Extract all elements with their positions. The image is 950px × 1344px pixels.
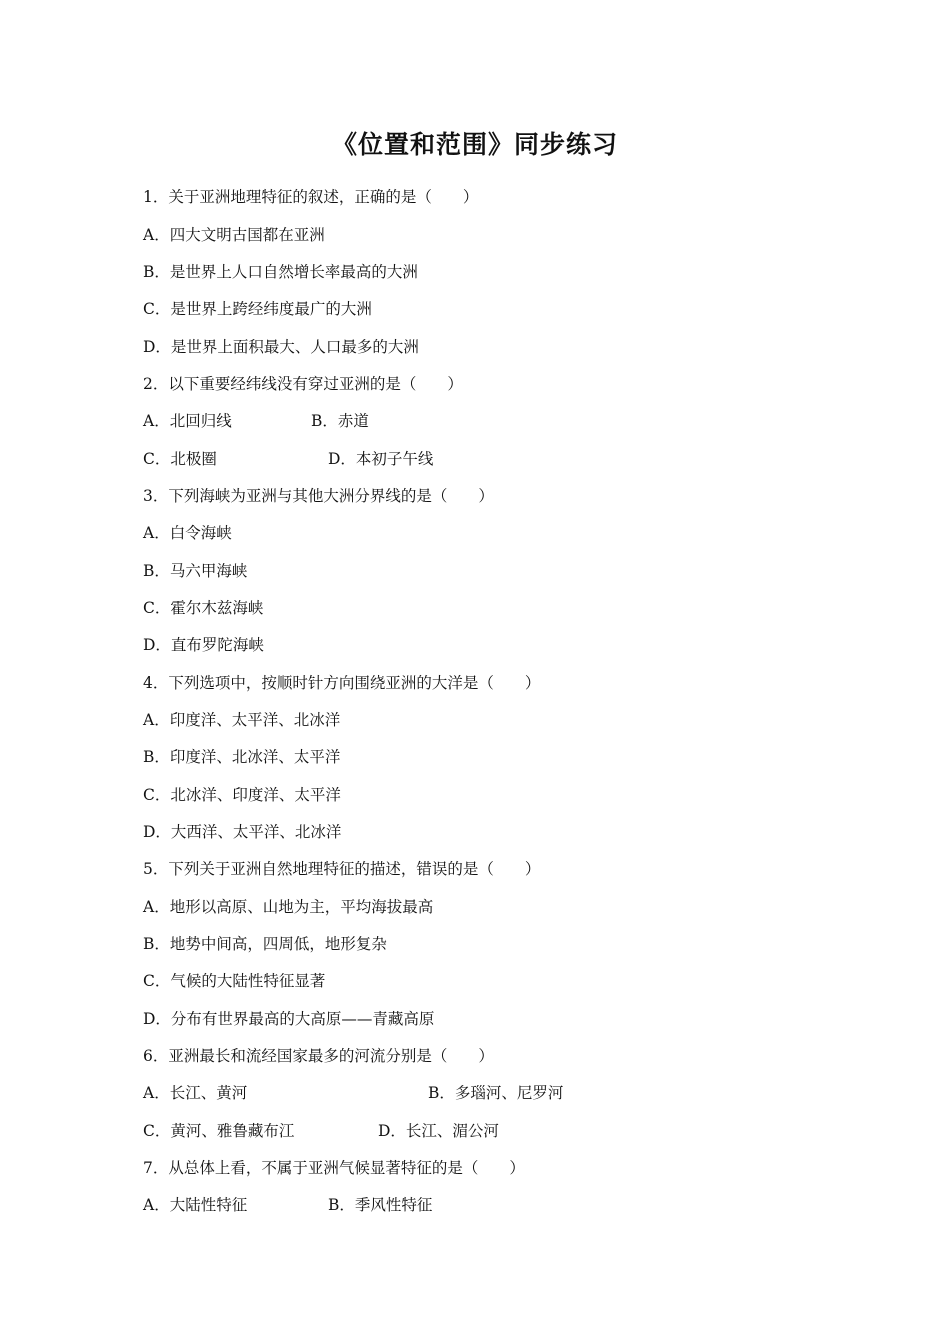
question-1-option-d: D．是世界上面积最大、人口最多的大洲 (143, 338, 419, 356)
question-5-option-c: C．气候的大陆性特征显著 (143, 972, 326, 990)
question-2-option-row-1 (143, 410, 369, 432)
page-title: 《位置和范围》同步练习 (331, 130, 618, 159)
question-2-option-a: A．北回归线 (143, 412, 232, 430)
question-7-stem: 7．从总体上看，不属于亚洲气候显著特征的是（ ） (143, 1159, 525, 1177)
question-1-option-a: A．四大文明古国都在亚洲 (143, 226, 325, 244)
question-3-option-d: D．直布罗陀海峡 (143, 636, 264, 654)
question-3-option-a: A．白令海峡 (143, 524, 232, 542)
question-1-option-b: B．是世界上人口自然增长率最高的大洲 (143, 263, 418, 281)
question-6-option-b: B．多瑙河、尼罗河 (428, 1084, 564, 1102)
question-4-option-b: B．印度洋、北冰洋、太平洋 (143, 748, 341, 766)
question-6-option-a: A．长江、黄河 (143, 1084, 248, 1102)
question-7-option-b: B．季风性特征 (328, 1196, 433, 1214)
question-4-option-a: A．印度洋、太平洋、北冰洋 (143, 711, 341, 729)
question-2-option-b: B．赤道 (311, 412, 369, 430)
question-3-stem: 3．下列海峡为亚洲与其他大洲分界线的是（ ） (143, 487, 494, 505)
question-1-option-c: C．是世界上跨经纬度最广的大洲 (143, 300, 372, 318)
question-3-option-b: B．马六甲海峡 (143, 562, 248, 580)
question-5-stem: 5．下列关于亚洲自然地理特征的描述，错误的是（ ） (143, 860, 541, 878)
question-6-option-c: C．黄河、雅鲁藏布江 (143, 1122, 295, 1140)
question-3-option-c: C．霍尔木兹海峡 (143, 599, 264, 617)
question-6-option-row-1 (143, 1082, 564, 1104)
question-2-option-row-2 (143, 448, 434, 470)
question-4-stem: 4．下列选项中，按顺时针方向围绕亚洲的大洋是（ ） (143, 674, 541, 692)
question-7-option-row-1 (143, 1194, 433, 1216)
question-2-option-c: C．北极圈 (143, 450, 217, 468)
question-1-stem: 1．关于亚洲地理特征的叙述，正确的是（ ） (143, 188, 479, 206)
question-7-option-a: A．大陆性特征 (143, 1196, 248, 1214)
question-6-stem: 6．亚洲最长和流经国家最多的河流分别是（ ） (143, 1047, 494, 1065)
question-4-option-d: D．大西洋、太平洋、北冰洋 (143, 823, 342, 841)
question-6-option-d: D．长江、湄公河 (378, 1122, 499, 1140)
question-5-option-b: B．地势中间高，四周低，地形复杂 (143, 935, 387, 953)
question-6-option-row-2 (143, 1120, 499, 1142)
question-5-option-d: D．分布有世界最高的大高原——青藏高原 (143, 1010, 435, 1028)
question-5-option-a: A．地形以高原、山地为主，平均海拔最高 (143, 898, 434, 916)
question-2-option-d: D．本初子午线 (328, 450, 434, 468)
question-2-stem: 2．以下重要经纬线没有穿过亚洲的是（ ） (143, 375, 463, 393)
question-4-option-c: C．北冰洋、印度洋、太平洋 (143, 786, 341, 804)
